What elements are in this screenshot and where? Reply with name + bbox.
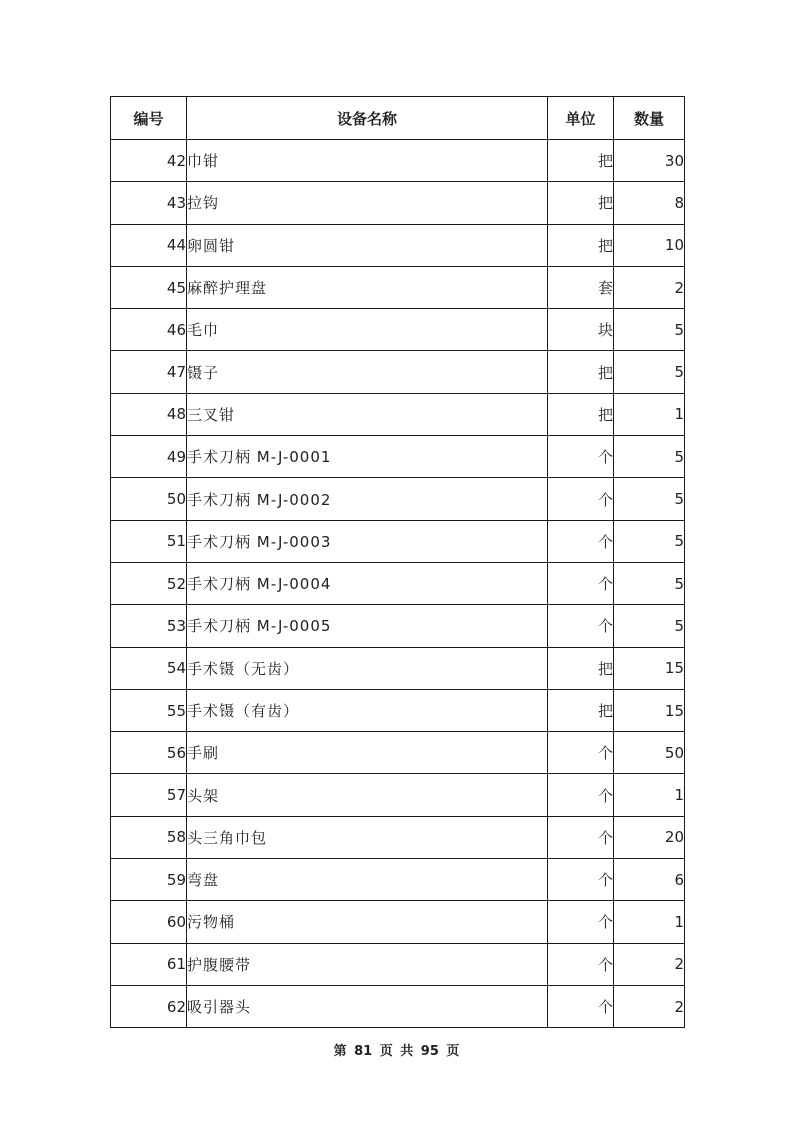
row-unit: 个 (548, 901, 614, 943)
table-row (111, 816, 685, 858)
header-unit: 单位 (548, 97, 614, 140)
row-quantity: 2 (614, 266, 685, 308)
table-row (111, 562, 685, 604)
table-row (111, 478, 685, 520)
row-number: 49 (111, 436, 187, 478)
row-quantity: 8 (614, 182, 685, 224)
table-row (111, 859, 685, 901)
row-quantity: 5 (614, 562, 685, 604)
row-equipment-name: 拉钩 (187, 182, 548, 224)
row-unit: 把 (548, 140, 614, 182)
row-equipment-name: 手术刀柄 M-J-0005 (187, 605, 548, 647)
table-row (111, 901, 685, 943)
row-equipment-name: 麻醉护理盘 (187, 266, 548, 308)
row-equipment-name: 毛巾 (187, 309, 548, 351)
row-unit: 个 (548, 605, 614, 647)
row-equipment-name: 手刷 (187, 732, 548, 774)
row-number: 50 (111, 478, 187, 520)
table-row (111, 351, 685, 393)
table-row (111, 182, 685, 224)
row-unit: 把 (548, 224, 614, 266)
row-number: 59 (111, 859, 187, 901)
row-number: 51 (111, 520, 187, 562)
row-quantity: 1 (614, 901, 685, 943)
row-quantity: 30 (614, 140, 685, 182)
row-equipment-name: 手术刀柄 M-J-0002 (187, 478, 548, 520)
row-quantity: 5 (614, 520, 685, 562)
row-quantity: 2 (614, 985, 685, 1027)
row-quantity: 5 (614, 478, 685, 520)
table-row (111, 689, 685, 731)
row-unit: 个 (548, 943, 614, 985)
row-number: 54 (111, 647, 187, 689)
row-unit: 个 (548, 732, 614, 774)
row-equipment-name: 污物桶 (187, 901, 548, 943)
row-unit: 个 (548, 436, 614, 478)
table-header-row (111, 97, 685, 140)
row-number: 43 (111, 182, 187, 224)
table-row (111, 436, 685, 478)
table-row (111, 393, 685, 435)
table-row (111, 605, 685, 647)
table-row (111, 774, 685, 816)
row-number: 60 (111, 901, 187, 943)
row-equipment-name: 镊子 (187, 351, 548, 393)
table-row (111, 309, 685, 351)
row-quantity: 15 (614, 647, 685, 689)
row-equipment-name: 手术刀柄 M-J-0003 (187, 520, 548, 562)
row-number: 42 (111, 140, 187, 182)
row-equipment-name: 手术刀柄 M-J-0004 (187, 562, 548, 604)
row-number: 58 (111, 816, 187, 858)
row-equipment-name: 手术刀柄 M-J-0001 (187, 436, 548, 478)
row-number: 47 (111, 351, 187, 393)
row-quantity: 10 (614, 224, 685, 266)
page-footer: 第 81 页 共 95 页 (333, 1044, 460, 1059)
row-quantity: 5 (614, 436, 685, 478)
row-quantity: 1 (614, 774, 685, 816)
table-row (111, 520, 685, 562)
row-quantity: 5 (614, 605, 685, 647)
header-equipment-name: 设备名称 (187, 97, 548, 140)
row-unit: 把 (548, 689, 614, 731)
row-number: 56 (111, 732, 187, 774)
row-quantity: 1 (614, 393, 685, 435)
table-row (111, 943, 685, 985)
row-equipment-name: 巾钳 (187, 140, 548, 182)
row-quantity: 50 (614, 732, 685, 774)
row-equipment-name: 三叉钳 (187, 393, 548, 435)
row-equipment-name: 手术镊（有齿） (187, 689, 548, 731)
row-number: 44 (111, 224, 187, 266)
row-number: 62 (111, 985, 187, 1027)
header-quantity: 数量 (614, 97, 685, 140)
equipment-table (110, 96, 685, 1028)
row-equipment-name: 护腹腰带 (187, 943, 548, 985)
row-unit: 把 (548, 393, 614, 435)
row-number: 45 (111, 266, 187, 308)
row-number: 46 (111, 309, 187, 351)
row-quantity: 5 (614, 309, 685, 351)
row-equipment-name: 弯盘 (187, 859, 548, 901)
row-quantity: 5 (614, 351, 685, 393)
row-unit: 个 (548, 562, 614, 604)
row-equipment-name: 手术镊（无齿） (187, 647, 548, 689)
row-number: 53 (111, 605, 187, 647)
row-unit: 个 (548, 478, 614, 520)
table-row (111, 224, 685, 266)
row-unit: 块 (548, 309, 614, 351)
row-number: 48 (111, 393, 187, 435)
table-row (111, 732, 685, 774)
row-unit: 个 (548, 859, 614, 901)
table-row (111, 647, 685, 689)
row-equipment-name: 头架 (187, 774, 548, 816)
row-unit: 个 (548, 774, 614, 816)
table-row (111, 985, 685, 1027)
row-quantity: 20 (614, 816, 685, 858)
row-quantity: 2 (614, 943, 685, 985)
row-number: 57 (111, 774, 187, 816)
row-number: 61 (111, 943, 187, 985)
row-unit: 个 (548, 816, 614, 858)
row-unit: 把 (548, 351, 614, 393)
row-unit: 套 (548, 266, 614, 308)
row-equipment-name: 头三角巾包 (187, 816, 548, 858)
row-unit: 把 (548, 182, 614, 224)
row-unit: 个 (548, 520, 614, 562)
row-quantity: 15 (614, 689, 685, 731)
table-row (111, 266, 685, 308)
header-number: 编号 (111, 97, 187, 140)
row-quantity: 6 (614, 859, 685, 901)
row-equipment-name: 吸引器头 (187, 985, 548, 1027)
row-number: 52 (111, 562, 187, 604)
row-number: 55 (111, 689, 187, 731)
row-unit: 个 (548, 985, 614, 1027)
row-unit: 把 (548, 647, 614, 689)
row-equipment-name: 卵圆钳 (187, 224, 548, 266)
table-row (111, 140, 685, 182)
